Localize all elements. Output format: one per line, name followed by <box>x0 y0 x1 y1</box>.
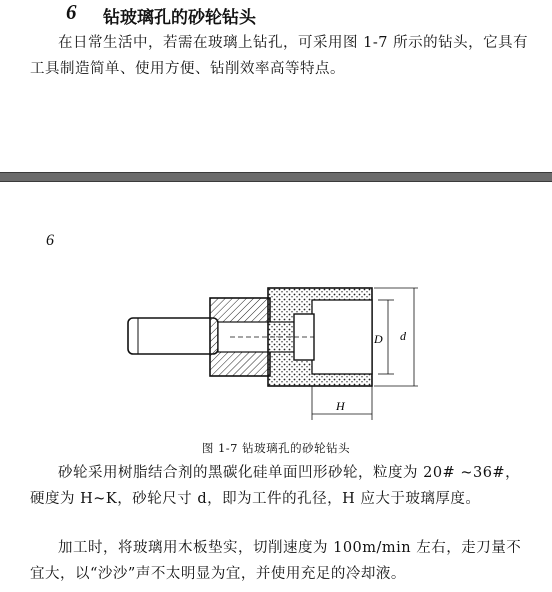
drill-shank <box>128 318 218 354</box>
intro-paragraph: 在日常生活中，若需在玻璃上钻孔，可采用图 1-7 所示的钻头，它具有工具制造简单、使用方便、钻削效率高等特点。 <box>30 35 529 77</box>
body-paragraph-1: 砂轮采用树脂结合剂的黑碳化硅单面凹形砂轮，粒度为 20# ~36#，硬度为 H~K，砂轮尺寸 d，即为工件的孔径，H 应大于玻璃厚度。 <box>30 465 521 507</box>
label-H: H <box>336 399 345 413</box>
drill-figure <box>118 278 438 428</box>
body-paragraph-2: 加工时，将玻璃用木板垫实，切削速度为 100m/min 左右，走刀量不宜大，以“沙沙”声不太明显为宜，并使用充足的冷却液。 <box>30 540 522 582</box>
section-number: 6 <box>66 0 77 24</box>
page-divider <box>0 172 552 182</box>
section-title: 钻玻璃孔的砂轮钻头 <box>103 8 256 28</box>
page-number: 6 <box>46 232 54 249</box>
label-D: D <box>374 332 383 346</box>
figure-caption: 图 1-7 钻玻璃孔的砂轮钻头 <box>201 441 351 455</box>
grinding-wheel-drill-diagram <box>118 278 438 428</box>
label-d: d <box>400 329 406 343</box>
